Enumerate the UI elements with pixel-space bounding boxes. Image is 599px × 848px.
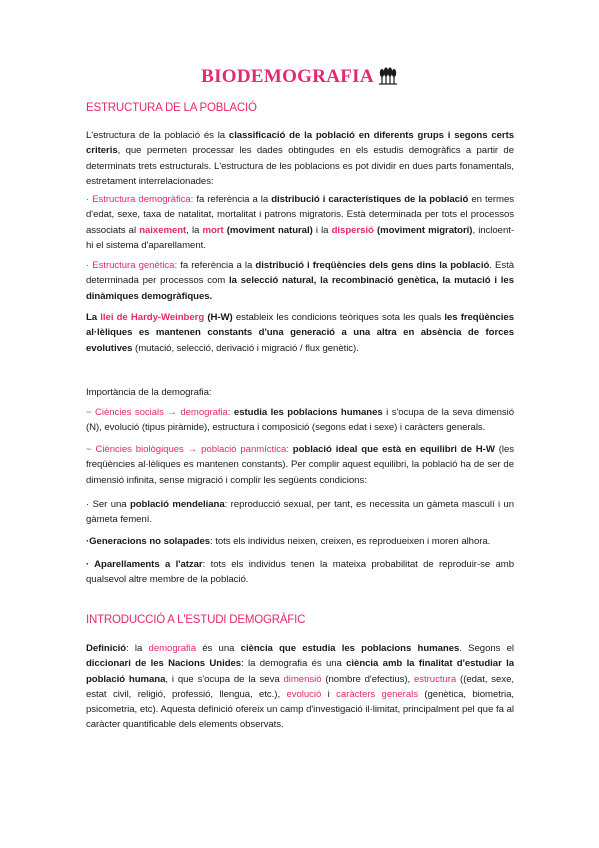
tree-icon [378,67,398,91]
paragraph-definicio: Definició: la demografia és una ciència que estudia les poblacions humanes. Segons el diccionari de les Nacions Unides: la demografia és una ciència amb la finalitat d'estudiar la població humana, i que s'ocupa de la seva dimensió (nombre d'efectius), estructura ((edat, sexe, estat civil, religió, professió, llengua, etc.), evolució i caràcters generals (genètica, biometria, psicometria, etc). Aquesta definició ofereix un camp d'investigació il·limitat, principalment pel que fa al caràcter quantificable dels elements observats. [86,643,515,731]
section-heading-introduccio: INTRODUCCIÓ A L'ESTUDI DEMOGRÀFIC [86,614,306,626]
paragraph-ciencies-socials: ~ Ciències socials → demografia: estudia les poblacions humanes i s'ocupa de la seva dimensió (N), evolució (tipus piràmide), estructura i composició (segons edat i sexe) i caràcters generals. [86,407,514,434]
paragraph-hardy-weinberg: La llei de Hardy-Weinberg (H-W) estableix les condicions teòriques sota les quals les freqüències al·lèliques es mantenen constants d'una generació a una altra en absència de forces evolutives (mutació, selecció, derivació i migració / flux genètic). [86,312,514,354]
paragraph-generacions: ·Generacions no solapades: tots els individus neixen, creixen, es reprodueixen i moren alhora. [86,536,491,547]
paragraph-poblacio-mendeliana: · Ser una població mendeliana: reproducció sexual, per tant, es necessita un gàmeta masculí i un gàmeta femení. [86,499,514,526]
paragraph-estructura-demografica: · Estructura demogràfica: fa referència a la distribució i característiques de la població en termes d'edat, sexe, taxa de natalitat, mortalitat i patrons migratoris. Està determinada per tots el processos associats al naixement, la mort (moviment natural) i la dispersió (moviment migratori), incloent-hi el sistema d'aparellament. [86,194,515,251]
title-text: BIODEMOGRAFIA [201,66,374,87]
paragraph-aparellaments: · Aparellaments a l'atzar: tots els individus tenen la mateixa probabilitat de reproduir-se amb qualsevol altre membre de la població. [86,559,514,586]
paragraph-estructura-intro: L'estructura de la població és la classificació de la població en diferents grups i segons certs criteris, que permeten processar les dades obtingudes en els estudis demogràfics a partir de determinats trets estructurals. L'estructura de les poblacions es pot dividir en dues parts fonamentals, estretament interrelacionades: [86,130,515,187]
document-title [0,66,599,91]
section-heading-estructura: ESTRUCTURA DE LA POBLACIÓ [86,102,257,114]
paragraph-estructura-genetica: · Estructura genètica: fa referència a la distribució i freqüències dels gens dins la població. Està determinada per processos com la selecció natural, la recombinació genètica, la mutació i les dinàmiques demogràfiques. [86,260,514,302]
paragraph-ciencies-biologiques: ~ Ciències biològiques → població panmíctica: població ideal que està en equilibri de H-W (les freqüències al·lèliques es mantenen constants). Per complir aquest equilibri, la població ha de ser de dimensió infinita, sense migració i complir les següents condicions: [86,444,514,486]
section-heading-importancia: Importància de la demografia: [86,387,212,398]
